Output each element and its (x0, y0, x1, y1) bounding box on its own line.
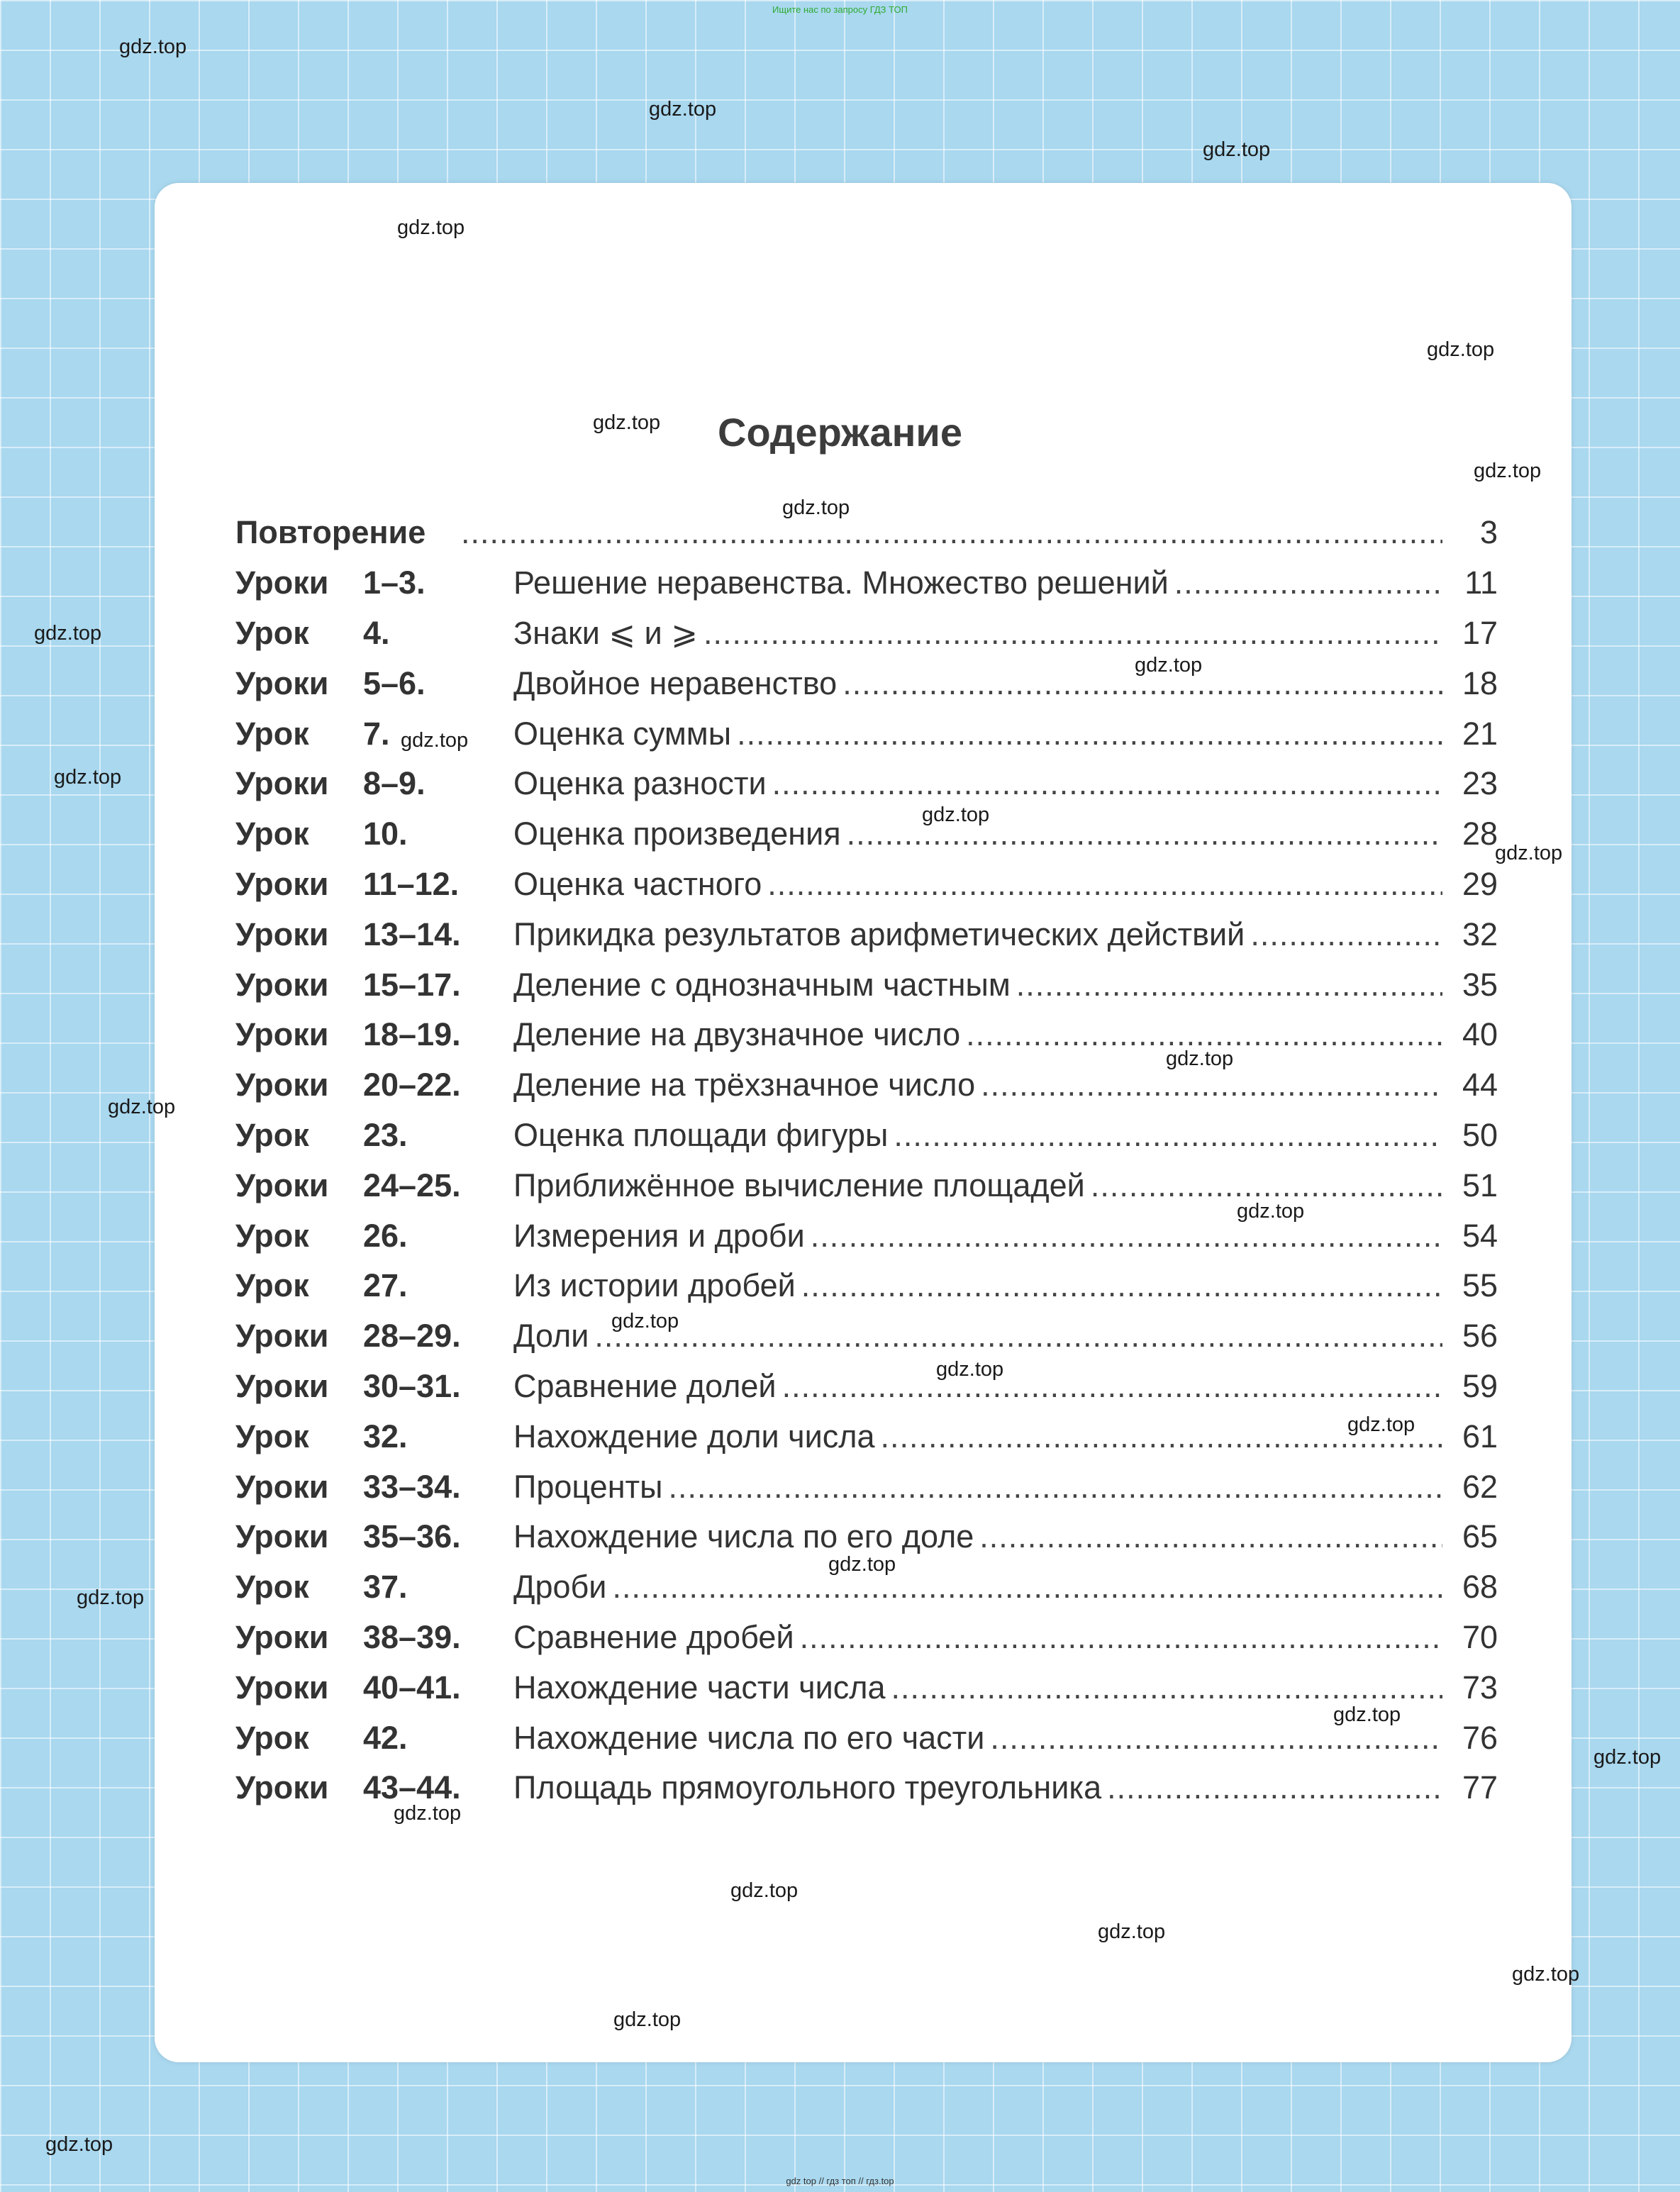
toc-entry-number: 15–17. (363, 966, 461, 1003)
toc-entry-page: 55 (1462, 1267, 1498, 1304)
toc-entry-line (513, 866, 1498, 903)
toc-entry-page: 77 (1462, 1769, 1498, 1806)
watermark-text: gdz.top (401, 729, 469, 752)
watermark-text: gdz.top (936, 1358, 1004, 1381)
toc-entry-page: 61 (1462, 1418, 1498, 1454)
toc-entry-title: Двойное неравенство (513, 664, 838, 701)
toc-entry-title: Нахождение части числа (513, 1669, 886, 1706)
toc-entry-kind: Уроки (235, 865, 329, 902)
toc-dot-leader (801, 1267, 1442, 1304)
toc-entry-kind: Урок (235, 1116, 309, 1153)
toc-entry-title: Доли (513, 1318, 589, 1354)
toc-dot-leader (1016, 967, 1442, 1003)
toc-entry-title: Деление с однозначным частным (513, 966, 1011, 1003)
toc-entry[interactable] (235, 658, 1498, 708)
toc-entry-line (513, 564, 1498, 601)
toc-entry-title: Нахождение числа по его доле (513, 1518, 974, 1555)
toc-dot-leader (811, 1218, 1442, 1254)
toc-entry[interactable] (235, 959, 1498, 1010)
toc-entry-page: 70 (1462, 1618, 1498, 1655)
watermark-text: gdz.top (1347, 1413, 1415, 1436)
watermark-text: gdz.top (77, 1586, 145, 1609)
toc-entry-line (513, 1769, 1498, 1806)
toc-dot-leader (782, 1368, 1442, 1405)
toc-entry-kind: Уроки (235, 1618, 329, 1655)
toc-entry[interactable] (235, 809, 1498, 859)
watermark-text: gdz.top (1237, 1200, 1305, 1223)
toc-entry-kind: Урок (235, 1569, 309, 1606)
toc-entry-page: 40 (1462, 1016, 1498, 1053)
toc-entry-number: 26. (363, 1217, 408, 1254)
toc-entry[interactable] (235, 859, 1498, 910)
toc-entry-title: Оценка разности (513, 765, 767, 802)
toc-entry[interactable] (235, 1311, 1498, 1362)
toc-dot-leader (737, 716, 1442, 752)
toc-entry-kind: Уроки (235, 1468, 329, 1505)
toc-entry-number: 5–6. (363, 664, 425, 701)
toc-entry-line (513, 614, 1498, 652)
toc-entry-line (513, 1267, 1498, 1304)
watermark-text: gdz.top (1474, 460, 1542, 482)
toc-entry-title: Сравнение дробей (513, 1618, 794, 1655)
toc-entry-page: 35 (1462, 966, 1498, 1003)
toc-entry-kind: Уроки (235, 1067, 329, 1103)
toc-entry-number: 11–12. (363, 865, 460, 902)
toc-entry-page: 56 (1462, 1318, 1498, 1354)
toc-entry-kind: Повторение (235, 514, 426, 551)
toc-entry-title: Измерения и дроби (513, 1217, 805, 1254)
watermark-text: gdz.top (730, 1879, 799, 1902)
toc-entry-line (513, 1218, 1498, 1254)
toc-dot-leader (594, 1318, 1442, 1354)
toc-entry-title: Нахождение доли числа (513, 1418, 875, 1454)
header-note: Ищите нас по запросу ГДЗ ТОП (772, 4, 908, 15)
toc-entry-title: Прикидка результатов арифметических действий (513, 916, 1245, 952)
toc-entry-title: Решение неравенства. Множество решений (513, 564, 1169, 601)
toc-entry-number: 23. (363, 1116, 408, 1153)
watermark-text: gdz.top (1427, 338, 1495, 361)
toc-entry-page: 18 (1462, 664, 1498, 701)
toc-entry-page: 51 (1462, 1167, 1498, 1203)
toc-entry-number: 18–19. (363, 1016, 461, 1053)
toc-entry-title: Знаки ⩽ и ⩾ (513, 615, 698, 652)
toc-dot-leader (1174, 564, 1442, 601)
toc-entry-page: 59 (1462, 1367, 1498, 1404)
watermark-text: gdz.top (45, 2133, 113, 2156)
watermark-text: gdz.top (119, 35, 187, 58)
toc-dot-leader (772, 765, 1442, 802)
watermark-text: gdz.top (922, 803, 990, 826)
toc-entry-page: 28 (1462, 816, 1498, 852)
toc-entry-line (513, 1167, 1498, 1204)
toc-entry-line (513, 1368, 1498, 1405)
toc-entry-number: 30–31. (363, 1367, 461, 1404)
toc-entry-page: 21 (1462, 715, 1498, 752)
toc-dot-leader (461, 514, 1442, 551)
toc-entry-kind: Уроки (235, 664, 329, 701)
toc-entry-kind: Уроки (235, 765, 329, 802)
toc-entry[interactable] (235, 1211, 1498, 1261)
watermark-text: gdz.top (34, 622, 102, 645)
toc-entry[interactable] (235, 759, 1498, 809)
toc-entry-page: 50 (1462, 1116, 1498, 1153)
toc-entry-page: 76 (1462, 1719, 1498, 1756)
toc-dot-leader (1250, 916, 1442, 953)
watermark-text: gdz.top (1512, 1963, 1580, 1986)
toc-dot-leader (669, 1469, 1443, 1506)
toc-entry-number: 4. (363, 614, 390, 651)
toc-entry-kind: Урок (235, 1217, 309, 1254)
toc-entry-line (513, 1016, 1498, 1053)
toc-entry-title: Оценка площади фигуры (513, 1116, 889, 1153)
toc-entry-kind: Уроки (235, 1769, 329, 1806)
toc-entry-kind: Урок (235, 1267, 309, 1304)
toc-entry[interactable] (235, 1462, 1498, 1512)
toc-entry-number: 28–29. (363, 1318, 461, 1354)
toc-entry-number: 42. (363, 1719, 408, 1756)
toc-entry-line (513, 1117, 1498, 1154)
table-of-contents (235, 508, 1498, 1813)
toc-entry-number: 24–25. (363, 1167, 461, 1203)
watermark-text: gdz.top (1166, 1047, 1234, 1070)
toc-entry-line (513, 716, 1498, 752)
toc-entry-kind: Урок (235, 1418, 309, 1454)
toc-entry-number: 32. (363, 1418, 408, 1454)
watermark-text: gdz.top (828, 1553, 896, 1576)
toc-entry[interactable] (235, 1662, 1498, 1713)
toc-entry[interactable] (235, 1111, 1498, 1161)
toc-entry-kind: Уроки (235, 966, 329, 1003)
toc-entry[interactable] (235, 909, 1498, 959)
toc-dot-leader (979, 1518, 1442, 1555)
toc-entry-line (513, 1569, 1498, 1606)
watermark-text: gdz.top (613, 2008, 682, 2031)
watermark-text: gdz.top (1203, 138, 1271, 161)
footer-note: gdz top // гдз топ // гдз.top (786, 2176, 894, 2186)
toc-entry-number: 37. (363, 1569, 408, 1606)
toc-entry-line (513, 1469, 1498, 1506)
toc-entry[interactable] (235, 1362, 1498, 1412)
toc-entry-kind: Уроки (235, 1016, 329, 1053)
toc-entry-page: 68 (1462, 1569, 1498, 1606)
toc-entry-kind: Уроки (235, 1669, 329, 1706)
toc-entry-title: Деление на трёхзначное число (513, 1067, 976, 1103)
watermark-text: gdz.top (108, 1096, 176, 1118)
toc-dot-leader (981, 1067, 1442, 1103)
toc-entry-number: 27. (363, 1267, 408, 1304)
watermark-text: gdz.top (1495, 842, 1563, 864)
toc-entry-number: 8–9. (363, 765, 425, 802)
toc-entry-kind: Уроки (235, 1367, 329, 1404)
toc-entry-line (513, 1518, 1498, 1555)
toc-entry[interactable] (235, 1713, 1498, 1763)
toc-entry-page: 23 (1462, 765, 1498, 802)
watermark-text: gdz.top (1098, 1920, 1166, 1943)
toc-entry-page: 54 (1462, 1217, 1498, 1254)
toc-entry-kind: Урок (235, 715, 309, 752)
toc-entry-kind: Урок (235, 614, 309, 651)
toc-dot-leader (612, 1569, 1442, 1606)
toc-entry-title: Деление на двузначное число (513, 1016, 961, 1053)
watermark-text: gdz.top (1135, 654, 1203, 677)
toc-entry-line (513, 1067, 1498, 1103)
toc-entry-title: Сравнение долей (513, 1367, 777, 1404)
toc-entry-line (513, 765, 1498, 802)
toc-entry-number: 20–22. (363, 1067, 461, 1103)
toc-dot-leader (767, 866, 1442, 903)
watermark-text: gdz.top (397, 216, 465, 239)
toc-entry-line (513, 1619, 1498, 1656)
toc-entry-title: Из истории дробей (513, 1267, 796, 1304)
toc-entry-kind: Урок (235, 816, 309, 852)
toc-entry-line (513, 967, 1498, 1003)
toc-entry-kind: Уроки (235, 1167, 329, 1203)
toc-entry-title: Проценты (513, 1468, 663, 1505)
toc-entry-line (513, 1669, 1498, 1706)
toc-entry[interactable] (235, 508, 1498, 558)
toc-entry-number: 40–41. (363, 1669, 461, 1706)
toc-dot-leader (1091, 1167, 1442, 1204)
toc-entry-line (513, 665, 1498, 702)
toc-entry-number: 1–3. (363, 564, 425, 601)
toc-entry-kind: Урок (235, 1719, 309, 1756)
toc-dot-leader (894, 1117, 1442, 1154)
toc-entry-kind: Уроки (235, 1518, 329, 1555)
toc-entry[interactable] (235, 608, 1498, 659)
toc-dot-leader (800, 1619, 1442, 1656)
toc-entry[interactable] (235, 1613, 1498, 1663)
toc-entry-page: 73 (1462, 1669, 1498, 1706)
toc-dot-leader (703, 615, 1442, 652)
toc-entry-page: 17 (1462, 615, 1498, 652)
toc-entry-number: 10. (363, 816, 408, 852)
toc-entry[interactable] (235, 1060, 1498, 1111)
toc-entry-page: 44 (1462, 1067, 1498, 1103)
toc-entry-number: 33–34. (363, 1468, 461, 1505)
toc-entry[interactable] (235, 558, 1498, 608)
toc-entry-title: Оценка частного (513, 865, 762, 902)
toc-entry-title: Оценка суммы (513, 715, 732, 752)
toc-entry-number: 35–36. (363, 1518, 461, 1555)
watermark-text: gdz.top (593, 411, 661, 434)
toc-entry-number: 43–44. (363, 1769, 461, 1806)
toc-entry-number: 13–14. (363, 916, 461, 952)
toc-entry-title: Нахождение числа по его части (513, 1719, 985, 1756)
page-title: Содержание (718, 410, 962, 455)
toc-entry-line (235, 514, 1498, 551)
toc-entry-number: 38–39. (363, 1618, 461, 1655)
toc-entry-page: 62 (1462, 1468, 1498, 1505)
toc-entry-line (513, 916, 1498, 953)
watermark-text: gdz.top (649, 98, 717, 121)
watermark-text: gdz.top (1333, 1703, 1401, 1726)
toc-entry-line (513, 816, 1498, 852)
watermark-text: gdz.top (54, 766, 122, 789)
toc-entry-title: Площадь прямоугольного треугольника (513, 1769, 1102, 1806)
toc-entry-page: 11 (1464, 564, 1498, 601)
toc-entry-kind: Уроки (235, 564, 329, 601)
toc-entry-number: 7. (363, 715, 390, 752)
toc-entry-kind: Уроки (235, 1318, 329, 1354)
toc-entry[interactable] (235, 1010, 1498, 1060)
toc-entry-page: 32 (1462, 916, 1498, 952)
watermark-text: gdz.top (782, 496, 850, 519)
toc-entry-title: Дроби (513, 1569, 607, 1606)
toc-entry-page: 3 (1479, 514, 1498, 551)
toc-entry[interactable] (235, 1261, 1498, 1311)
toc-dot-leader (1107, 1769, 1442, 1806)
toc-entry-page: 65 (1462, 1518, 1498, 1555)
toc-dot-leader (891, 1669, 1442, 1706)
toc-entry-title: Приближённое вычисление площадей (513, 1167, 1085, 1203)
watermark-text: gdz.top (1593, 1746, 1662, 1769)
watermark-text: gdz.top (394, 1802, 462, 1825)
toc-entry-kind: Уроки (235, 916, 329, 952)
toc-entry-title: Оценка произведения (513, 816, 841, 852)
watermark-text: gdz.top (611, 1310, 679, 1333)
toc-entry[interactable] (235, 1160, 1498, 1211)
toc-entry[interactable] (235, 1411, 1498, 1462)
toc-entry-page: 29 (1462, 865, 1498, 902)
